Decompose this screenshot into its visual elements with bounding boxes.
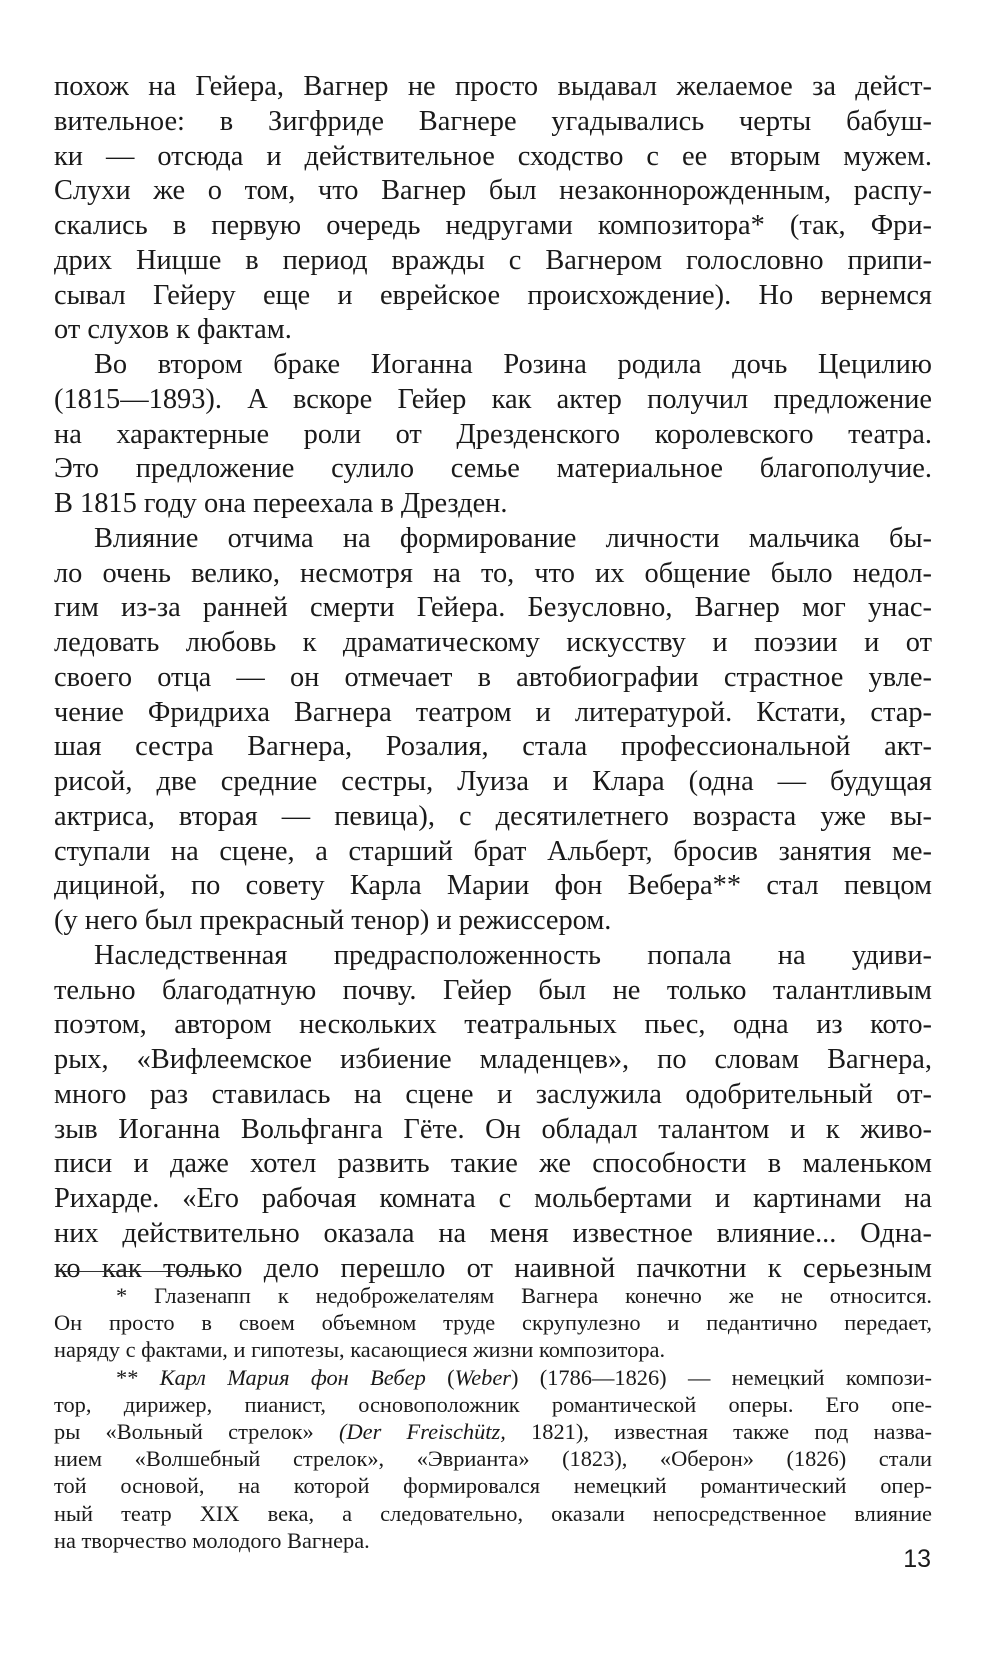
text-line: ки — отсюда и действительное сходство с ее вторым мужем. [54, 140, 932, 172]
text-line: своего отца — он отмечает в автобиографии страстное увле- [54, 661, 932, 693]
text-line: сывал Гейеру еще и еврейское происхождение). Но вернемся [54, 279, 932, 311]
composer-name: Карл Мария фон Вебер [159, 1364, 426, 1390]
text-line: Рихарде. «Его рабочая комната с мольбертами и картинами на [54, 1183, 932, 1214]
text-line: ко как только дело перешло от наивной пачкотни к серьезным [54, 1252, 932, 1284]
footnote-marker: ** [116, 1364, 160, 1390]
text-line: актриса, вторая — певица), с десятилетнего возраста уже вы- [54, 800, 932, 832]
text-line: Это предложение сулило семье материальное благополучие. [54, 453, 932, 485]
footnote-line: наряду с фактами, и гипотезы, касающиеся жизни композитора. [54, 1337, 666, 1363]
text-line: вительное: в Зигфриде Вагнере угадывались черты бабуш- [54, 105, 932, 137]
footnote-line [54, 1364, 932, 1391]
text-line: (1815—1893). А вскоре Гейер как актер получил предложение [54, 383, 932, 415]
text-line: на характерные роли от Дрезденского королевского театра. [54, 418, 932, 450]
footnote-line: ный театр XIX века, а следовательно, оказали непосредственное влияние [54, 1500, 932, 1526]
text-line: тельно благодатную почву. Гейер был не только талантливым [54, 974, 932, 1006]
text-line: Во втором браке Иоганна Розина родила дочь Цецилию [94, 349, 932, 380]
text-line: похож на Гейера, Вагнер не просто выдавал желаемое за дейст- [54, 71, 932, 102]
footnote-text: 1821), известная также под назва- [505, 1418, 932, 1444]
text-line: шая сестра Вагнера, Розалия, стала профессиональной акт- [54, 731, 932, 763]
text-line: ло очень велико, несмотря на то, что их общение было недол- [54, 557, 932, 589]
footnotes [54, 1282, 932, 1554]
text-line: рых, «Вифлеемское избиение младенцев», по словам Вагнера, [54, 1044, 932, 1075]
footnote-text: ) (1786—1826) — немецкий компози- [510, 1364, 932, 1390]
footnote-line: нием «Волшебный стрелок», «Эврианта» (1823), «Оберон» (1826) стали [54, 1446, 932, 1472]
text-line: В 1815 году она переехала в Дрезден. [54, 488, 508, 519]
text-line: Влияние отчима на формирование личности мальчика бы- [94, 522, 932, 554]
footnote-divider [56, 1271, 213, 1272]
text-line: них действительно оказала на меня известное влияние... Одна- [54, 1217, 932, 1249]
footnote-line: Он просто в своем объемном труде скрупулезно и педантично передает, [54, 1310, 932, 1336]
text-line: от слухов к фактам. [54, 314, 292, 346]
text-line: гим из-за ранней смерти Гейера. Безусловно, Вагнер мог унас- [54, 592, 932, 624]
page-number: 13 [903, 1545, 931, 1573]
footnote-line: на творчество молодого Вагнера. [54, 1527, 370, 1553]
text-line: ступали на сцене, а старший брат Альберт, бросив занятия ме- [54, 835, 932, 867]
footnote-line [54, 1418, 932, 1445]
text-line: рисой, две средние сестры, Луиза и Клара (одна — будущая [54, 766, 932, 797]
text-line: (у него был прекрасный тенор) и режиссером. [54, 905, 612, 936]
text-line: Наследственная предрасположенность попала на удиви- [94, 939, 932, 971]
text-line: поэтом, автором нескольких театральных пьес, одна из кото- [54, 1009, 932, 1041]
footnote-line: тор, дирижер, пианист, основоположник романтической оперы. Его опе- [54, 1391, 932, 1417]
footnote-text: ры «Вольный стрелок» [54, 1418, 339, 1444]
text-line: чение Фридриха Вагнера театром и литературой. Кстати, стар- [54, 696, 932, 728]
composer-name-latin: Weber [454, 1364, 511, 1390]
main-text [54, 70, 932, 1286]
text-line: писи и даже хотел развить такие же способности в маленьком [54, 1148, 932, 1180]
text-line: ледовать любовь к драматическому искусству и поэзии и от [54, 627, 932, 658]
text-line: много раз ставилась на сцене и заслужила одобрительный от- [54, 1078, 932, 1110]
opera-title-original: (Der Freischütz, [339, 1418, 506, 1444]
footnote-line: той основой, на которой формировался немецкий романтический опер- [54, 1473, 932, 1499]
footnote-text: ( [425, 1364, 455, 1390]
text-line: зыв Иоганна Вольфганга Гёте. Он обладал талантом и к живо- [54, 1113, 932, 1145]
text-line: дициной, по совету Карла Марии фон Вебера** стал певцом [54, 870, 932, 902]
text-line: скались в первую очередь недругами композитора* (так, Фри- [54, 210, 932, 241]
text-line: дрих Ницше в период вражды с Вагнером голословно припи- [54, 244, 932, 276]
footnote-line: * Глазенапп к недоброжелателям Вагнера конечно же не относится. [116, 1283, 932, 1308]
text-line: Слухи же о том, что Вагнер был незаконнорожденным, распу- [54, 175, 932, 207]
